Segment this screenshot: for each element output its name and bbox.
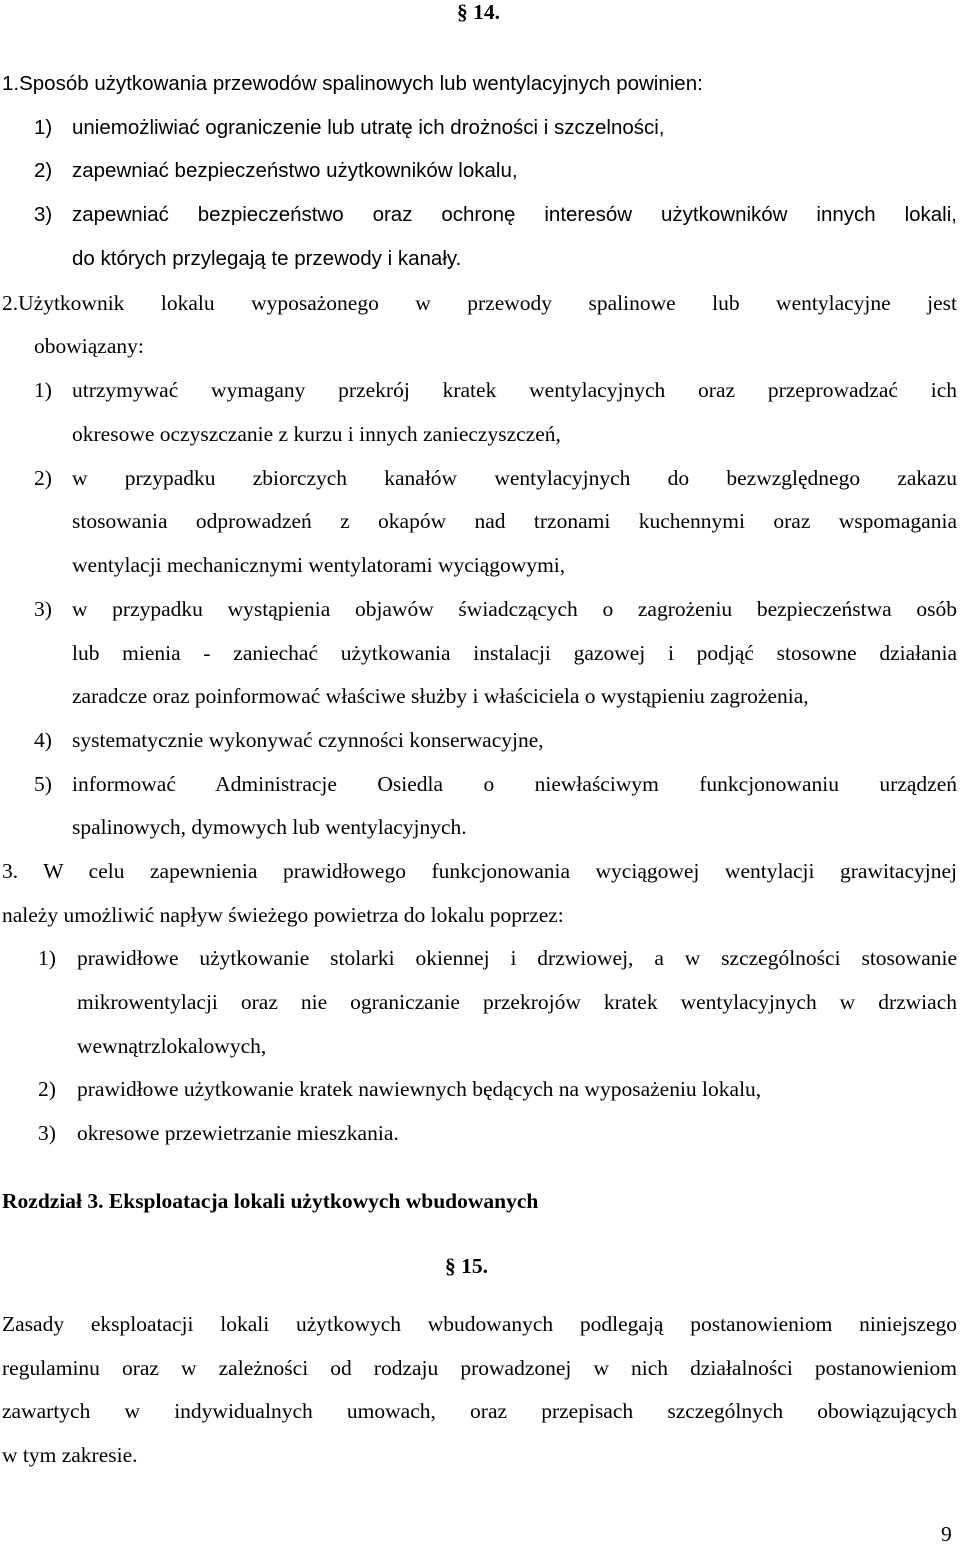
p3-item-3-num: 3)	[38, 1121, 56, 1145]
p2-item-3-line-2: lub mienia - zaniechać użytkowania instalacji gazowej i podjąć stosowne działania	[72, 643, 957, 665]
section-15-heading: § 15.	[445, 1254, 488, 1278]
p2-item-1-line-2: okresowe oczyszczanie z kurzu i innych zanieczyszczeń,	[72, 422, 561, 446]
p2-item-2-line-1: w przypadku zbiorczych kanałów wentylacyjnych do bezwzględnego zakazu	[72, 468, 957, 490]
p1-item-2-num: 2)	[34, 159, 53, 182]
p2-item-2-line-3: wentylacji mechanicznymi wentylatorami wyciągowymi,	[72, 553, 566, 577]
p3-item-1-num: 1)	[38, 946, 56, 970]
page-number: 9	[941, 1522, 952, 1546]
p2-item-5-line-2: spalinowych, dymowych lub wentylacyjnych.	[72, 815, 467, 839]
p3-item-1-line-1: prawidłowe użytkowanie stolarki okiennej i drzwiowej, a w szczególności stosowanie	[77, 948, 957, 970]
p2-item-5-line-1: informować Administracje Osiedla o niewłaściwym funkcjonowaniu urządzeń	[72, 774, 957, 796]
p2-item-5-num: 5)	[34, 772, 52, 796]
p3-item-2-num: 2)	[38, 1077, 56, 1101]
p1-item-1-text: uniemożliwiać ograniczenie lub utratę ich drożności i szczelności,	[72, 116, 665, 139]
p3-item-1-line-3: wewnątrzlokalowych,	[77, 1034, 267, 1058]
section-15-line-1: Zasady eksploatacji lokali użytkowych wbudowanych podlegają postanowieniom niniejszego	[2, 1314, 957, 1336]
p2-item-2-line-2: stosowania odprowadzeń z okapów nad trzonami kuchennymi oraz wspomagania	[72, 511, 957, 533]
p2-item-1-line-1: utrzymywać wymagany przekrój kratek wentylacyjnych oraz przeprowadzać ich	[72, 380, 957, 402]
p3-intro-line-1: 3. W celu zapewnienia prawidłowego funkcjonowania wyciągowej wentylacji grawitacyjnej	[2, 861, 957, 883]
p2-item-3-line-3: zaradcze oraz poinformować właściwe służby i właściciela o wystąpieniu zagrożenia,	[72, 684, 809, 708]
p2-item-4-line-1: systematycznie wykonywać czynności konserwacyjne,	[72, 728, 544, 752]
p2-intro-line-1: 2.Użytkownik lokalu wyposażonego w przewody spalinowe lub wentylacyjne jest	[2, 293, 957, 315]
section-15-line-4: w tym zakresie.	[2, 1443, 138, 1467]
p1-intro: 1.Sposób użytkowania przewodów spalinowych lub wentylacyjnych powinien:	[2, 72, 703, 95]
section-14-heading: § 14.	[457, 0, 500, 24]
p1-item-3-num: 3)	[34, 203, 53, 226]
p2-intro-line-2: obowiązany:	[34, 334, 144, 358]
chapter-3-title: Rozdział 3. Eksploatacja lokali użytkowych wbudowanych	[2, 1189, 539, 1213]
p3-item-2-line-1: prawidłowe użytkowanie kratek nawiewnych będących na wyposażeniu lokalu,	[77, 1077, 762, 1101]
p2-item-4-num: 4)	[34, 728, 52, 752]
p1-item-1-num: 1)	[34, 116, 53, 139]
p3-item-1-line-2: mikrowentylacji oraz nie ograniczanie przekrojów kratek wentylacyjnych w drzwiach	[77, 992, 957, 1014]
p3-intro-line-2: należy umożliwić napływ świeżego powietrza do lokalu poprzez:	[2, 903, 564, 927]
p2-item-2-num: 2)	[34, 466, 52, 490]
section-15-line-2: regulaminu oraz w zależności od rodzaju prowadzonej w nich działalności postanowieniom	[2, 1358, 957, 1380]
p2-item-1-num: 1)	[34, 378, 52, 402]
p1-item-3-text-line-2: do których przylegają te przewody i kanały.	[72, 247, 462, 270]
p1-item-3-text-line-1: zapewniać bezpieczeństwo oraz ochronę interesów użytkowników innych lokali,	[72, 203, 957, 226]
p2-item-3-num: 3)	[34, 597, 52, 621]
p3-item-3-line-1: okresowe przewietrzanie mieszkania.	[77, 1121, 399, 1145]
p2-item-3-line-1: w przypadku wystąpienia objawów świadczących o zagrożeniu bezpieczeństwa osób	[72, 599, 957, 621]
section-15-line-3: zawartych w indywidualnych umowach, oraz przepisach szczególnych obowiązujących	[2, 1401, 957, 1423]
p1-item-2-text: zapewniać bezpieczeństwo użytkowników lokalu,	[72, 159, 518, 182]
